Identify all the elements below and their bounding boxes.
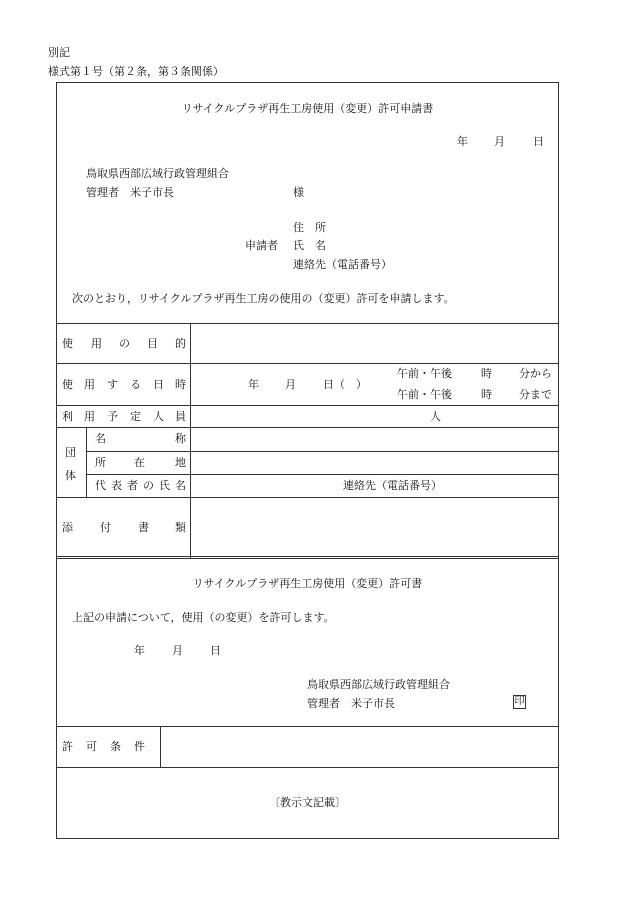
attachments-label-2: 付: [100, 521, 111, 534]
permit-manager: 管理者 米子市長: [307, 697, 395, 710]
group-rep-label-4: の: [143, 479, 154, 492]
datetime-end-until: 分まで: [519, 388, 552, 401]
people-unit: 人: [430, 410, 441, 423]
group-rep-label-6: 名: [175, 479, 186, 492]
rule-group-name-end: [86, 451, 559, 452]
group-label-2: 体: [65, 469, 76, 482]
conditions-label-1: 許: [62, 740, 73, 753]
group-location-label-1: 所: [95, 456, 106, 469]
permit-title: リサイクルプラザ再生工房使用（変更）許可書: [192, 577, 423, 590]
datetime-start-from: 分から: [519, 367, 552, 380]
datetime-day-weekday: 日（ ）: [323, 378, 367, 391]
people-label-5: 人: [153, 410, 164, 423]
rule-attachments-end-a: [56, 556, 559, 557]
rule-conditions-column: [160, 726, 161, 767]
purpose-label-1: 使: [62, 337, 73, 350]
purpose-label-4: 目: [147, 337, 158, 350]
rule-permit-end: [56, 726, 559, 727]
people-label-4: 定: [130, 410, 141, 423]
group-rep-label-3: 者: [127, 479, 138, 492]
addressee-honorific: 様: [293, 186, 304, 199]
rule-label-column: [190, 323, 191, 558]
people-label-3: 予: [107, 410, 118, 423]
group-location-label-3: 地: [175, 456, 186, 469]
appendix-label: 別記: [48, 46, 70, 59]
purpose-label-5: 的: [175, 337, 186, 350]
attachments-label-3: 書: [138, 521, 149, 534]
rule-group-location-end: [86, 474, 559, 475]
datetime-label-3: す: [107, 378, 118, 391]
rule-group-end: [56, 497, 559, 498]
datetime-label-5: 日: [153, 378, 164, 391]
attachments-label-4: 類: [175, 521, 186, 534]
instruction-note: 〔教示文記載〕: [269, 796, 346, 809]
group-location-label-2: 在: [134, 456, 145, 469]
datetime-start-hour: 時: [481, 367, 492, 380]
application-title: リサイクルプラザ再生工房使用（変更）許可申請書: [181, 102, 434, 115]
people-label-1: 利: [62, 410, 73, 423]
datetime-year: 年: [248, 378, 259, 391]
group-contact-label: 連絡先（電話番号）: [343, 479, 442, 492]
applicant-contact-label: 連絡先（電話番号）: [293, 258, 392, 271]
rule-conditions-end: [56, 767, 559, 768]
application-statement: 次のとおり，リサイクルプラザ再生工房の使用の（変更）許可を申請します。: [72, 292, 455, 305]
group-rep-label-1: 代: [95, 479, 106, 492]
application-date-day: 日: [533, 135, 544, 148]
permit-date-month: 月: [172, 644, 183, 657]
applicant-name-label: 氏 名: [293, 239, 326, 252]
group-rep-label-5: 氏: [159, 479, 170, 492]
conditions-label-2: 可: [86, 740, 97, 753]
addressee-manager: 管理者 米子市長: [86, 186, 174, 199]
permit-date-day: 日: [210, 644, 221, 657]
group-name-label-1: 名: [95, 432, 106, 445]
attachments-label-1: 添: [62, 521, 73, 534]
rule-datetime-end: [56, 405, 559, 406]
purpose-label-3: の: [119, 337, 130, 350]
rule-group-column: [86, 427, 87, 497]
permit-date-year: 年: [134, 644, 145, 657]
permit-statement: 上記の申請について，使用（の変更）を許可します。: [72, 611, 335, 624]
application-date-month: 月: [494, 135, 505, 148]
datetime-label-4: る: [130, 378, 141, 391]
conditions-label-4: 件: [134, 740, 145, 753]
rule-people-end: [56, 427, 559, 428]
datetime-start-ampm: 午前・午後: [397, 367, 452, 380]
conditions-label-3: 条: [110, 740, 121, 753]
rule-application-end: [56, 323, 559, 324]
people-label-6: 員: [175, 410, 186, 423]
people-label-2: 用: [84, 410, 95, 423]
datetime-label-6: 時: [175, 378, 186, 391]
group-rep-label-2: 表: [111, 479, 122, 492]
applicant-label: 申請者: [245, 239, 278, 252]
rule-attachments-end-b: [56, 558, 559, 559]
group-label-1: 団: [65, 446, 76, 459]
datetime-label-2: 用: [84, 378, 95, 391]
rule-purpose-end: [56, 363, 559, 364]
form-number: 様式第１号（第２条，第３条関係）: [48, 65, 224, 78]
application-date-year: 年: [457, 135, 468, 148]
datetime-end-ampm: 午前・午後: [397, 388, 452, 401]
datetime-label-1: 使: [62, 378, 73, 391]
applicant-address-label: 住 所: [293, 221, 326, 234]
datetime-end-hour: 時: [481, 388, 492, 401]
datetime-month: 月: [285, 378, 296, 391]
purpose-label-2: 用: [91, 337, 102, 350]
permit-organization: 鳥取県西部広域行政管理組合: [307, 678, 450, 691]
addressee-organization: 鳥取県西部広域行政管理組合: [86, 167, 229, 180]
group-name-label-2: 称: [175, 432, 186, 445]
official-seal-box: 印: [514, 696, 525, 707]
